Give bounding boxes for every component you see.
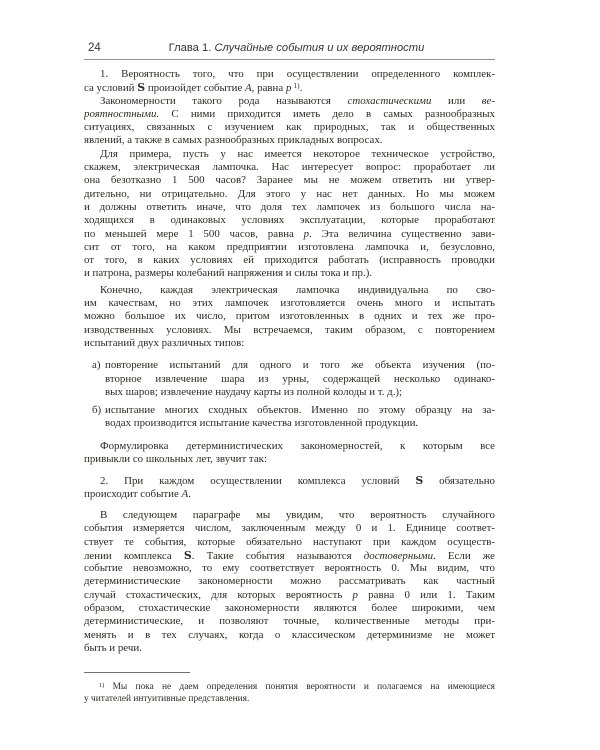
text-line [84, 453, 495, 466]
list-item-b [84, 404, 495, 431]
text-segment: сит от того, на каком предприятии изготовлена лампочка и, безусловно, [84, 240, 495, 253]
text-line [84, 201, 495, 214]
text-line [84, 642, 495, 655]
paragraph-lamp-example [84, 148, 495, 281]
text-line [84, 522, 495, 535]
text-line [84, 297, 495, 310]
text-segment: обязательно [423, 475, 495, 488]
footnote-text [84, 681, 495, 705]
text-segment: произойдет событие [145, 82, 246, 95]
footnote-rule [84, 672, 190, 673]
text-segment: быть и речи. [84, 641, 142, 654]
text-segment: водах производится испытание качества изготовленной продукции. [105, 417, 419, 430]
text-segment: С ними приходится иметь дело в самых разнообразных [159, 107, 495, 120]
text-segment: Конечно, каждая электрическая лампочка индивидуальна по сво- [100, 283, 495, 296]
text-line [84, 121, 495, 134]
text-segment: достоверными [363, 549, 434, 562]
text-line [84, 310, 495, 323]
text-segment: стохастическими [347, 94, 432, 107]
conditions-symbol: S [183, 548, 192, 562]
text-line [84, 629, 495, 642]
text-segment: от того, в каких условиях ей приходится работать (исправность проводки [84, 254, 495, 267]
text-segment: . Эта величина существенно зави- [309, 227, 495, 240]
footnote [84, 681, 495, 705]
text-segment: привыкли со школьных лет, звучит так: [84, 453, 267, 466]
text-line [84, 188, 495, 201]
text-segment: лении комплекса [84, 549, 184, 562]
text-segment: p [303, 227, 310, 240]
text-line [84, 681, 495, 693]
text-segment: или [431, 94, 482, 107]
statement-1 [84, 68, 495, 95]
text-line [84, 174, 495, 187]
text-line [84, 214, 495, 227]
text-line [84, 575, 495, 588]
text-segment: у читателей интуитивные представления. [84, 694, 250, 705]
text-line [84, 602, 495, 615]
text-segment: , равна [251, 82, 286, 95]
text-segment: ходящихся в одинаковых условиях эксплуатации, которые проработают [84, 214, 495, 227]
text-line [84, 488, 495, 501]
text-segment: изводственных условиях. Мы встречаемся, таким образом, с повторением [84, 323, 495, 336]
paragraph-probability-range [84, 509, 495, 655]
text-segment: . Такие события называются [191, 549, 364, 562]
chapter-label: Глава 1. [168, 42, 212, 54]
paragraph-repetition [84, 284, 495, 350]
text-line [84, 693, 495, 705]
text-segment: Формулировка детерминистических закономерностей, к которым все [100, 439, 495, 452]
conditions-symbol: S [415, 474, 424, 488]
text-segment: A [245, 82, 252, 95]
text-segment: p [285, 82, 292, 95]
text-line [84, 337, 495, 350]
text-segment: A [181, 487, 189, 500]
text-segment: она безотказно 1 500 часов? Заранее мы не можем ответить ни утвер- [84, 174, 495, 187]
list-marker: а) [92, 359, 101, 372]
text-segment: Мы пока не даем определения понятия вероятности и полагаемся на имеющиеся [104, 682, 495, 693]
text-line [84, 148, 495, 161]
chapter-title: Случайные события и их вероятности [214, 42, 425, 54]
list-item-a [84, 359, 495, 399]
text-segment: дительно, ни отрицательно. Для этого у нас нет данных. Но мы можем [84, 187, 495, 200]
running-header [84, 41, 495, 56]
text-segment: явлений, а также в самых разнообразных прикладных вопросах. [84, 134, 383, 147]
header-rule [84, 59, 495, 60]
text-line [84, 509, 495, 522]
text-segment: и должны ответить иначе, что доля тех лампочек из большого числа на- [84, 200, 495, 213]
text-segment: . [299, 82, 303, 95]
text-segment: повторение испытаний для одного и того же объекта изучения (по- [105, 359, 495, 372]
text-line [105, 404, 495, 417]
text-line [84, 440, 495, 453]
text-segment: Для примера, пусть у нас имеется некоторое техническое устройство, [100, 147, 495, 160]
text-segment: ве- [481, 94, 495, 107]
text-line [84, 615, 495, 628]
text-segment: равна 0 или 1. Таким [357, 588, 495, 601]
text-line [84, 161, 495, 174]
text-segment: событие невозможно, то ему соответствует вероятность 0. Мы видим, что [84, 562, 495, 575]
text-segment: Закономерности такого рода называются [100, 94, 348, 107]
text-line [84, 95, 495, 108]
text-segment: испытаний двух различных типов: [84, 336, 245, 349]
text-segment: скажем, электрическая лампочка. Нас интересует вопрос: проработает ли [84, 161, 495, 174]
footnote-ref: 1) [293, 81, 300, 91]
footnote-ref: 1) [99, 681, 105, 689]
text-line [84, 562, 495, 575]
text-segment: события измеряется числом, заключенным между 0 и 1. Единице соответ- [84, 522, 495, 535]
paragraph-formulation [84, 440, 495, 467]
list-marker: б) [92, 404, 102, 417]
text-segment: 2. При каждом осуществлении комплекса условий [100, 475, 416, 488]
conditions-symbol: S [137, 81, 146, 95]
text-segment: В следующем параграфе мы увидим, что вероятность случайного [100, 508, 495, 521]
text-line [84, 474, 495, 487]
text-line [84, 134, 495, 147]
text-segment: происходит событие [84, 487, 182, 500]
text-segment: вторное извлечение шара из урны, содержащей несколько одинако- [105, 372, 495, 385]
text-line [84, 81, 495, 94]
text-line [84, 284, 495, 297]
text-segment: роятностными. [84, 107, 160, 120]
text-segment: можно большое их число, притом изготовленных в одних и тех же про- [84, 310, 495, 323]
text-segment: детерминистические закономерности можно рассматривать как частный [84, 575, 495, 588]
text-segment: по меньшей мере 1 500 часов, равна [84, 227, 304, 240]
paragraph-stochastic [84, 95, 495, 148]
text-segment: детерминистические, и позволяют точные, количественные методы при- [84, 615, 495, 628]
text-segment: испытание многих сходных объектов. Именно по этому образцу на за- [105, 404, 495, 417]
text-line [84, 228, 495, 241]
text-segment: са условий [84, 82, 138, 95]
text-line [105, 417, 495, 430]
text-segment: . [188, 487, 191, 500]
text-segment: . Если же [433, 549, 495, 562]
text-segment: p [352, 588, 358, 601]
text-line [84, 241, 495, 254]
text-line [84, 108, 495, 121]
text-line [84, 68, 495, 81]
text-line [105, 359, 495, 372]
text-segment: ситуациях, связанных с изучением как природных, так и общественных [84, 121, 495, 134]
text-segment: случай стохастических, для которых вероятность [84, 588, 353, 601]
text-segment: и патрона, размеры колебаний напряжения и силы тока и пр.). [84, 267, 373, 280]
statement-2 [84, 474, 495, 501]
page-body [84, 68, 495, 655]
text-segment: им качествам, но этих лампочек изготовляется очень много и испытать [84, 297, 495, 310]
text-line [84, 549, 495, 562]
page-number: 24 [88, 42, 101, 54]
text-segment: 1. Вероятность того, что при осуществлении определенного комплек- [100, 68, 495, 80]
text-line [105, 373, 495, 386]
text-line [84, 589, 495, 602]
text-line [84, 267, 495, 280]
text-segment: менять и в тех случаях, когда о классическом детерминизме не может [84, 628, 495, 641]
text-line [84, 324, 495, 337]
text-segment: вых шаров; извлечение наудачу карты из полной колоды и т. д.); [105, 385, 403, 398]
text-line [105, 386, 495, 399]
text-segment: ствует те события, которые обязательно наступают при каждом осуществ- [84, 535, 495, 548]
text-line [84, 536, 495, 549]
text-segment: образом, стохастические закономерности являются более широкими, чем [84, 601, 495, 614]
text-line [84, 254, 495, 267]
